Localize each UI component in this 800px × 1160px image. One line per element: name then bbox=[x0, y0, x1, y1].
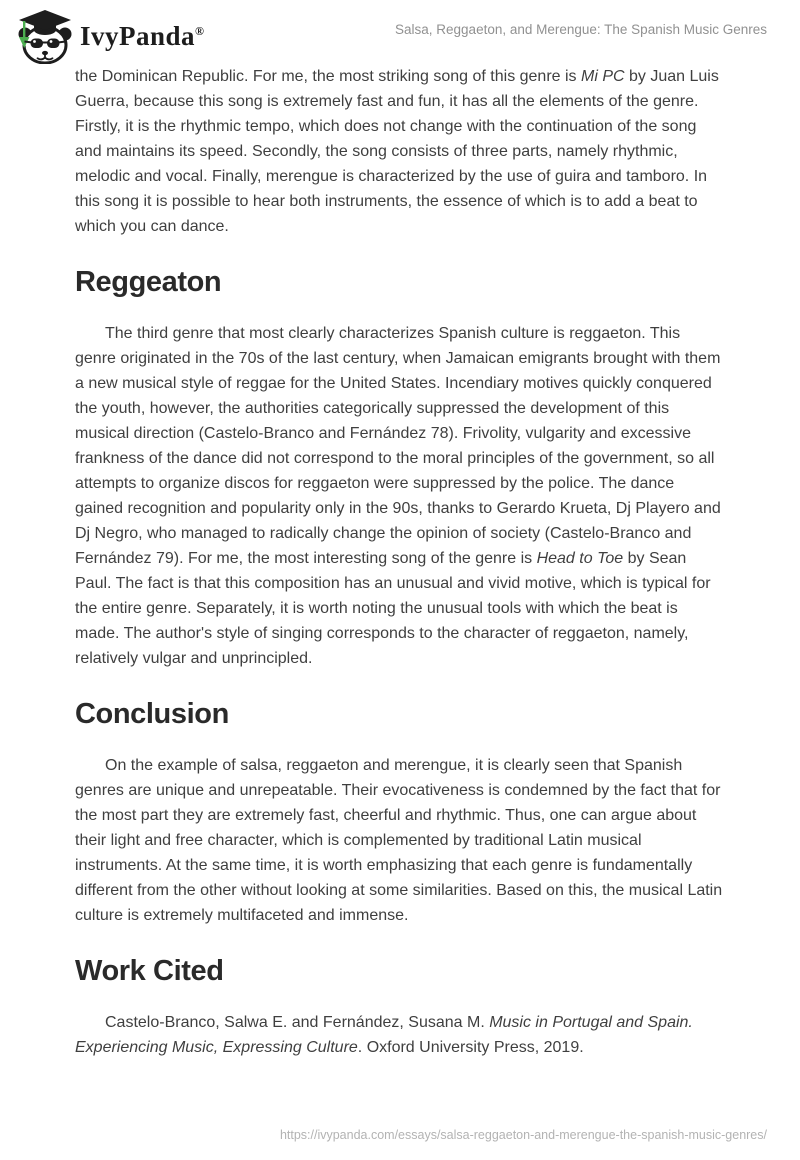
source-url-link[interactable]: https://ivypanda.com/essays/salsa-reggaeton-and-merengue-the-spanish-music-genres/ bbox=[279, 1128, 767, 1142]
song-title-italic: Head to Toe bbox=[536, 550, 624, 567]
brand-name: IvyPanda® bbox=[80, 21, 205, 51]
panda-graduate-icon bbox=[14, 8, 72, 64]
document-title: Salsa, Reggaeton, and Merengue: The Spanish Music Genres bbox=[395, 22, 767, 37]
text-segment: by Juan Luis Guerra, because this song is extremely fast and fun, it has all the elements of the genre. Firstly, it is the rhythmic tempo, which does not change with the continuation of the song and maintains its speed. Secondly, the song consists of three parts, namely rhythmic, melodic and vocal. Finally, merengue is characterized by the use of guira and tamboro. In this song it is possible to hear both instruments, the essence of which is to add a beat to which you can dance. bbox=[75, 68, 719, 235]
citation-entry bbox=[75, 1010, 723, 1060]
text-segment: the Dominican Republic. For me, the most striking song of this genre is bbox=[75, 68, 581, 85]
page-header bbox=[0, 0, 800, 64]
ivypanda-logo[interactable] bbox=[14, 8, 205, 64]
text-segment: The third genre that most clearly characterizes Spanish culture is reggaeton. This genre originated in the 70s of the last century, when Jamaican emigrants brought with them a new musical style of reggae for the United States. Incendiary motives quickly conquered the youth, however, the authorities categorically suppressed the development of this musical direction (Castelo-Branco and Fernández 78). Frivolity, vulgarity and excessive frankness of the dance did not correspond to the moral principles of the government, so all attempts to organize discos for reggaeton were suppressed by the police. The dance gained recognition and popularity only in the 90s, thanks to Gerardo Krueta, Dj Playero and Dj Negro, who managed to radically change the opinion of society (Castelo-Branco and Fernández 79). For me, the most interesting song of the genre is bbox=[75, 325, 721, 567]
text-segment: . Oxford University Press, 2019. bbox=[357, 1039, 584, 1056]
book-title-italic: Music in Portugal and Spain. Experiencing Music, Expressing Culture bbox=[75, 1014, 693, 1056]
essay-content bbox=[75, 64, 723, 1060]
song-title-italic: Mi PC bbox=[581, 68, 625, 85]
heading-conclusion: Conclusion bbox=[75, 698, 229, 730]
paragraph-merengue-continued bbox=[75, 64, 723, 239]
paragraph-conclusion: On the example of salsa, reggaeton and merengue, it is clearly seen that Spanish genres are unique and unrepeatable. Their evocativeness is condemned by the fact that for the most part they are extremely fast, cheerful and rhythmic. Thus, one can argue about their light and free character, which is complemented by traditional Latin musical instruments. At the same time, it is worth emphasizing that each genre is fundamentally different from the other without looking at some similarities. Based on this, the musical Latin culture is extremely multifaceted and immense. bbox=[75, 757, 723, 924]
text-segment: by Sean Paul. The fact is that this composition has an unusual and vivid motive, which is typical for the entire genre. Separately, it is worth noting the unusual tools with which the beat is made. The author's style of singing corresponds to the character of reggaeton, namely, relatively vulgar and unprincipled. bbox=[75, 550, 711, 667]
page-footer bbox=[280, 1126, 767, 1144]
heading-reggeaton: Reggeaton bbox=[75, 266, 222, 298]
registered-trademark: ® bbox=[195, 24, 205, 38]
paragraph-reggeaton bbox=[75, 321, 723, 671]
heading-work-cited: Work Cited bbox=[75, 955, 224, 987]
text-segment: Castelo-Branco, Salwa E. and Fernández, Susana M. bbox=[105, 1014, 490, 1031]
